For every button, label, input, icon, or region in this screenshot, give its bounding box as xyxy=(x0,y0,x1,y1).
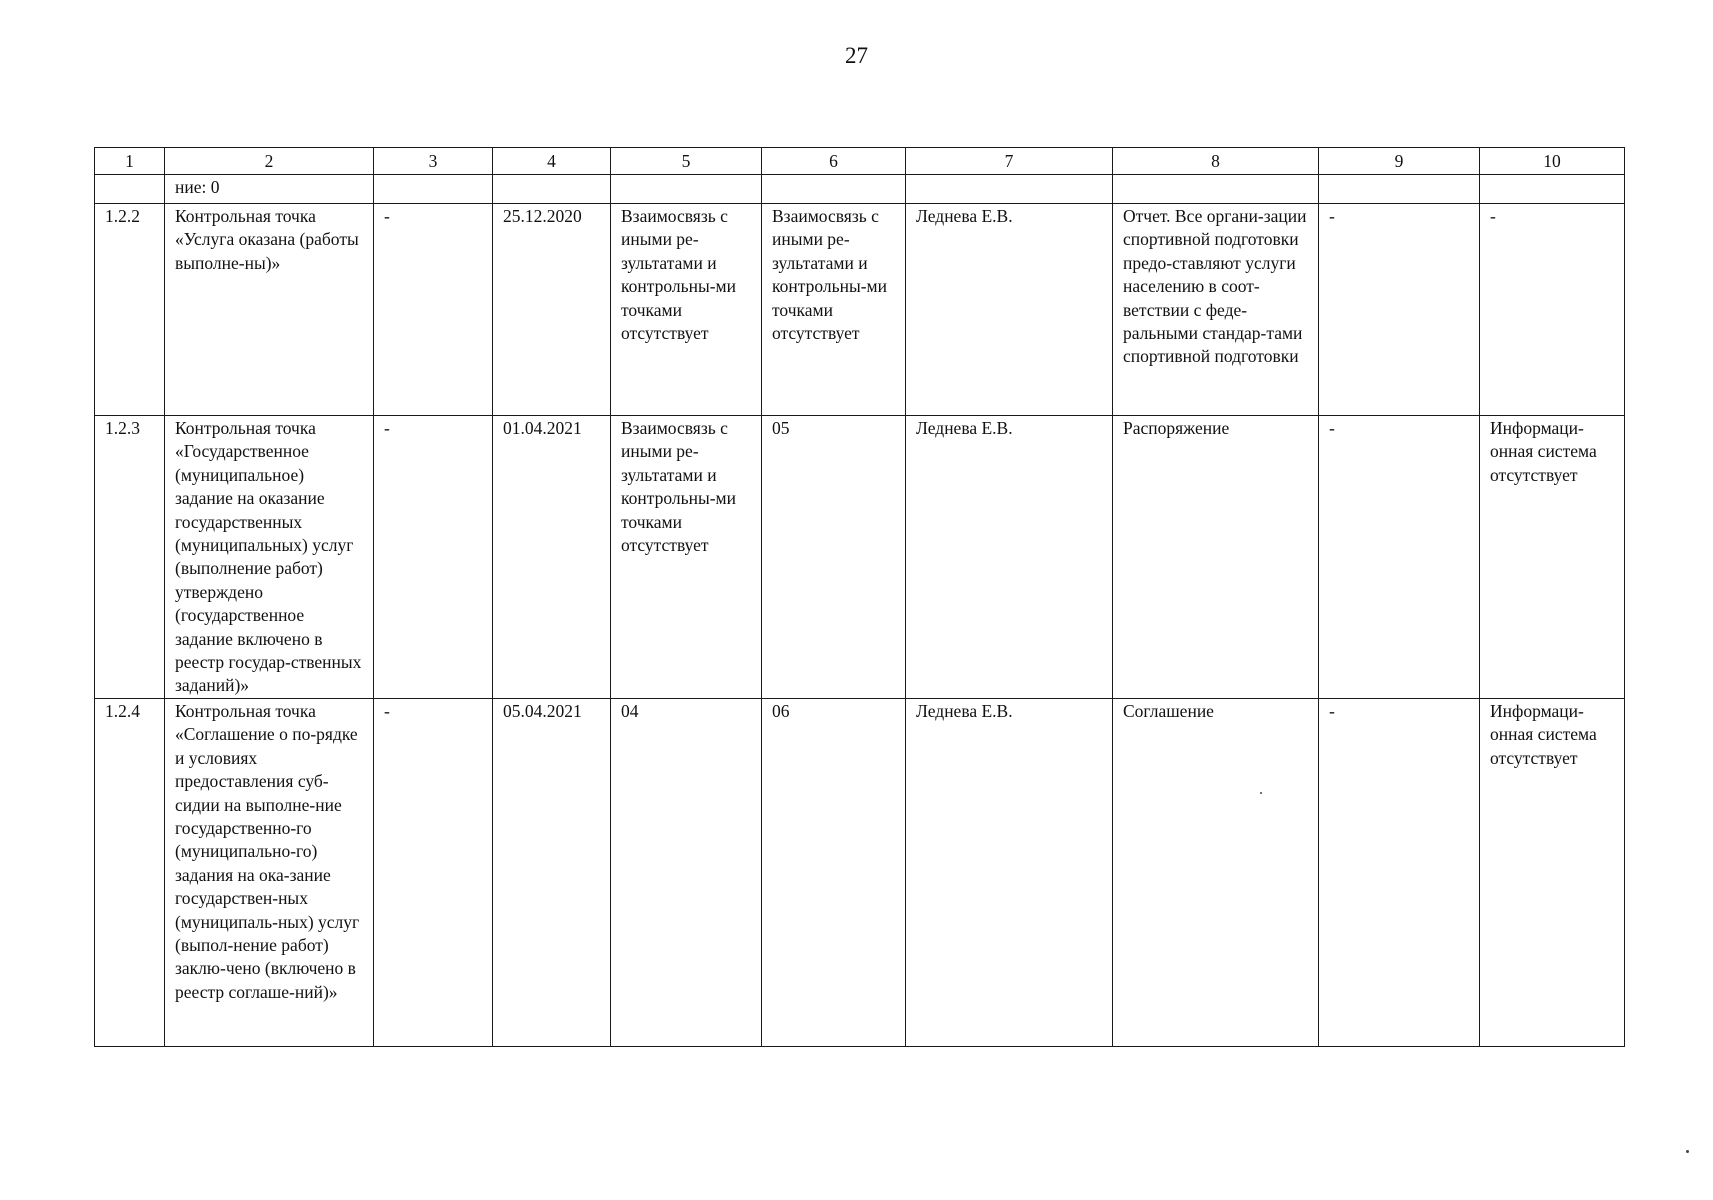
control-point-name-cell: Контрольная точка «Услуга оказана (работы выполне-ны)» xyxy=(165,204,374,416)
table-cell: - xyxy=(374,204,493,416)
header-cell: 2 xyxy=(165,148,374,175)
table-cell xyxy=(611,175,762,204)
row-number-cell: 1.2.4 xyxy=(95,698,165,1046)
table-cell: - xyxy=(1319,204,1480,416)
table-cell xyxy=(493,175,611,204)
responsible-cell: Леднева Е.В. xyxy=(906,416,1113,699)
row-number-cell: 1.2.2 xyxy=(95,204,165,416)
responsible-cell: Леднева Е.В. xyxy=(906,204,1113,416)
document-cell: Распоряжение xyxy=(1113,416,1319,699)
table-row xyxy=(95,416,1625,699)
date-cell: 05.04.2021 xyxy=(493,698,611,1046)
info-system-cell: Информаци-онная система отсутствует xyxy=(1480,416,1625,699)
predecessor-cell: 04 xyxy=(611,698,762,1046)
table-cell xyxy=(1319,175,1480,204)
row-number-cell: 1.2.3 xyxy=(95,416,165,699)
header-cell: 8 xyxy=(1113,148,1319,175)
scan-speck xyxy=(1260,792,1262,794)
table-continuation-row xyxy=(95,175,1625,204)
table-row xyxy=(95,698,1625,1046)
header-cell: 1 xyxy=(95,148,165,175)
date-cell: 01.04.2021 xyxy=(493,416,611,699)
date-cell: 25.12.2020 xyxy=(493,204,611,416)
table-cell: - xyxy=(374,416,493,699)
control-point-name-cell: Контрольная точка «Государственное (муниципальное) задание на оказание государственных (муниципальных) услуг (выполнение работ) утверждено (государственное задание включено в реестр государ-ственных заданий)» xyxy=(165,416,374,699)
table-cell: - xyxy=(1319,416,1480,699)
table-row xyxy=(95,204,1625,416)
table-cell xyxy=(1480,175,1625,204)
page-number: 27 xyxy=(845,43,868,68)
table-cell xyxy=(906,175,1113,204)
table-cell xyxy=(95,175,165,204)
header-cell: 3 xyxy=(374,148,493,175)
control-points-table xyxy=(94,147,1625,1047)
successor-cell: 05 xyxy=(762,416,906,699)
header-cell: 4 xyxy=(493,148,611,175)
header-cell: 7 xyxy=(906,148,1113,175)
table-header-row xyxy=(95,148,1625,175)
header-cell: 9 xyxy=(1319,148,1480,175)
predecessor-cell: Взаимосвязь с иными ре-зультатами и контрольны-ми точками отсутствует xyxy=(611,204,762,416)
table-cell: ние: 0 xyxy=(165,175,374,204)
header-cell: 10 xyxy=(1480,148,1625,175)
header-cell: 6 xyxy=(762,148,906,175)
document-cell: Отчет. Все органи-зации спортивной подготовки предо-ставляют услуги населению в соот-ветствии с феде-ральными стандар-тами спортивной подготовки xyxy=(1113,204,1319,416)
predecessor-cell: Взаимосвязь с иными ре-зультатами и контрольны-ми точками отсутствует xyxy=(611,416,762,699)
table-cell xyxy=(374,175,493,204)
table-cell xyxy=(762,175,906,204)
control-point-name-cell: Контрольная точка «Соглашение о по-рядке и условиях предоставления суб-сидии на выполне-ние государственно-го (муниципально-го) задания на ока-зание государствен-ных (муниципаль-ных) услуг (выпол-нение работ) заклю-чено (включено в реестр соглаше-ний)» xyxy=(165,698,374,1046)
document-cell: Соглашение xyxy=(1113,698,1319,1046)
responsible-cell: Леднева Е.В. xyxy=(906,698,1113,1046)
successor-cell: Взаимосвязь с иными ре-зультатами и контрольны-ми точками отсутствует xyxy=(762,204,906,416)
scan-speck xyxy=(1686,1150,1689,1153)
table-cell: - xyxy=(1319,698,1480,1046)
table-cell xyxy=(1113,175,1319,204)
header-cell: 5 xyxy=(611,148,762,175)
table-cell: - xyxy=(374,698,493,1046)
successor-cell: 06 xyxy=(762,698,906,1046)
info-system-cell: - xyxy=(1480,204,1625,416)
info-system-cell: Информаци-онная система отсутствует xyxy=(1480,698,1625,1046)
